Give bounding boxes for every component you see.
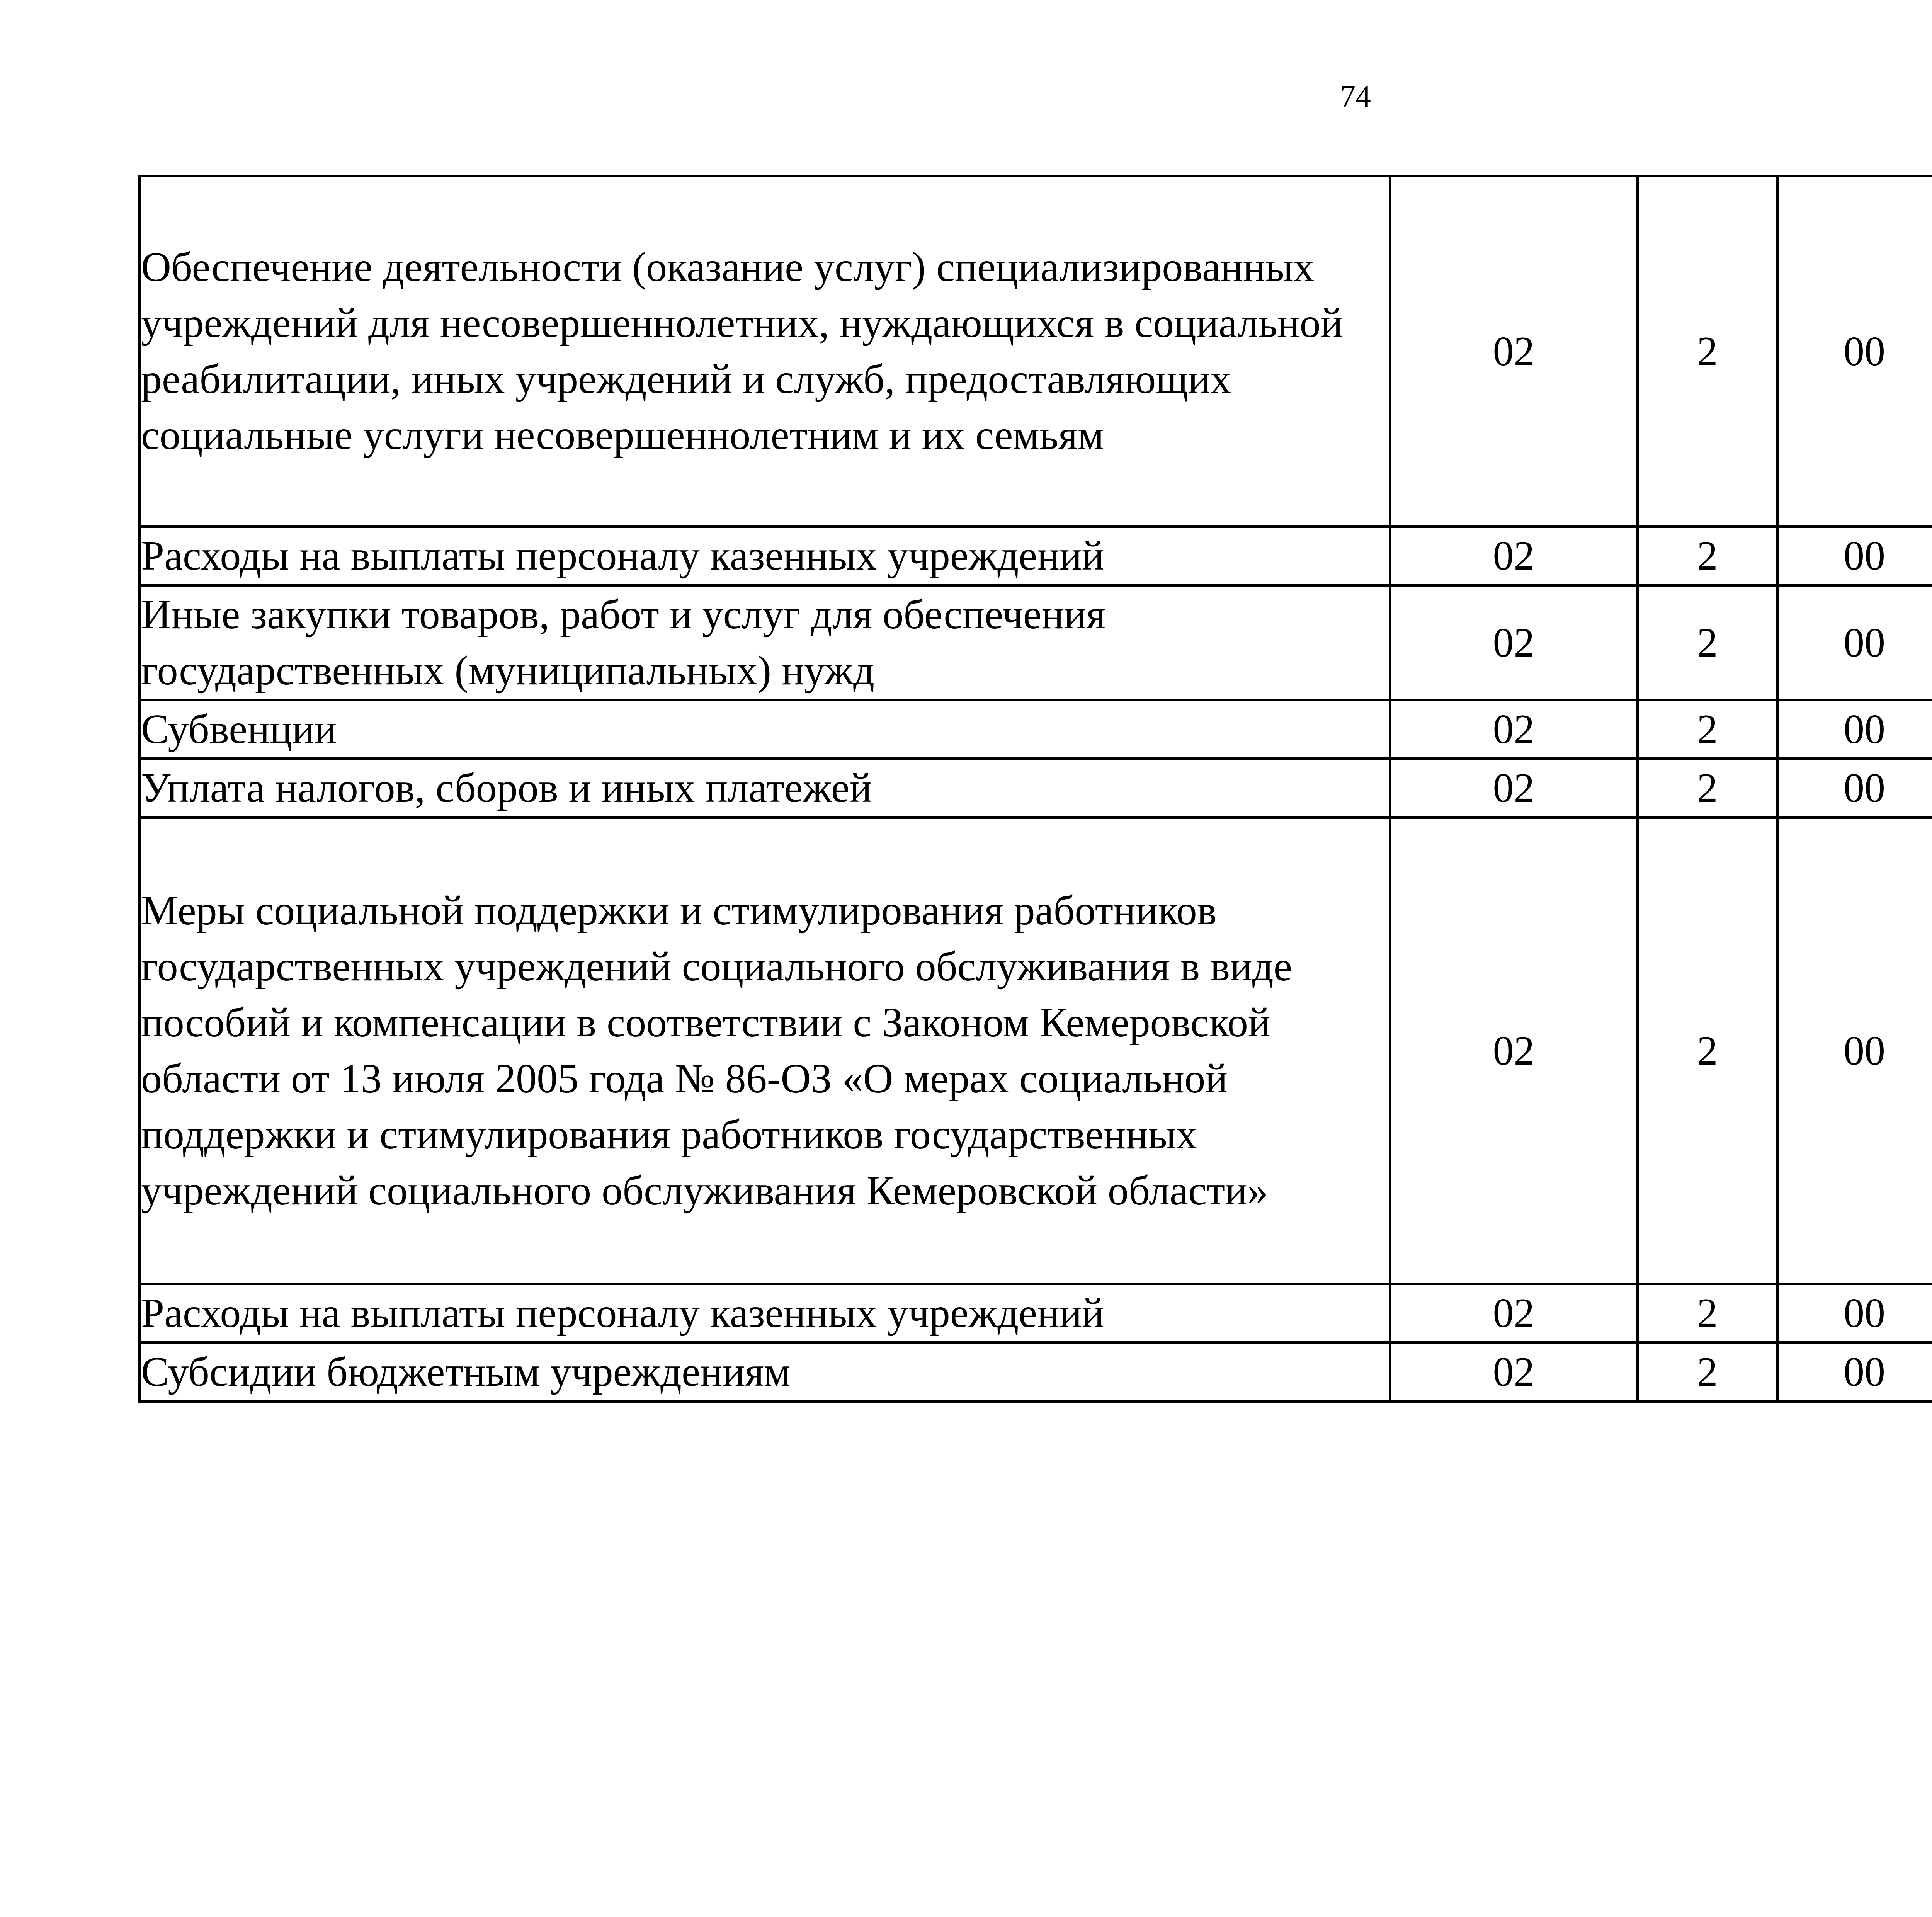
- cell-section: 02: [1390, 700, 1638, 759]
- cell-event: 00: [1777, 527, 1932, 585]
- table-row: [140, 1343, 1932, 1402]
- cell-section: 02: [1390, 759, 1638, 818]
- page-number: 74: [1340, 80, 1371, 114]
- row-name: Уплата налогов, сборов и иных платежей: [140, 759, 1390, 818]
- cell-section: 02: [1390, 1343, 1638, 1402]
- row-name: Субвенции: [140, 700, 1390, 759]
- cell-subprogram: 2: [1638, 527, 1777, 585]
- cell-section: 02: [1390, 176, 1638, 527]
- cell-event: 00: [1777, 700, 1932, 759]
- table-row: [140, 1284, 1932, 1343]
- table-row: [140, 527, 1932, 585]
- cell-event: 00: [1777, 759, 1932, 818]
- cell-subprogram: 2: [1638, 1284, 1777, 1343]
- row-name: Расходы на выплаты персоналу казенных учреждений: [140, 1284, 1390, 1343]
- cell-event: 00: [1777, 818, 1932, 1284]
- table-row: [140, 585, 1932, 700]
- cell-section: 02: [1390, 818, 1638, 1284]
- table-row: [140, 818, 1932, 1284]
- table-row: [140, 759, 1932, 818]
- table-row: [140, 176, 1932, 527]
- cell-event: 00: [1777, 1284, 1932, 1343]
- cell-subprogram: 2: [1638, 700, 1777, 759]
- cell-event: 00: [1777, 1343, 1932, 1402]
- cell-section: 02: [1390, 1284, 1638, 1343]
- row-name: Расходы на выплаты персоналу казенных учреждений: [140, 527, 1390, 585]
- cell-subprogram: 2: [1638, 585, 1777, 700]
- row-name: Иные закупки товаров, работ и услуг для обеспечения государственных (муниципальных) нужд: [140, 585, 1390, 700]
- row-name: Обеспечение деятельности (оказание услуг) специализированных учреждений для несовершеннолетних, нуждающихся в социальной реабилитации, иных учреждений и служб, предоставляющих социальные услуги несовершеннолетним и их семьям: [140, 176, 1390, 527]
- table-row: [140, 700, 1932, 759]
- cell-subprogram: 2: [1638, 818, 1777, 1284]
- cell-section: 02: [1390, 585, 1638, 700]
- cell-subprogram: 2: [1638, 176, 1777, 527]
- cell-event: 00: [1777, 176, 1932, 527]
- cell-subprogram: 2: [1638, 759, 1777, 818]
- row-name: Меры социальной поддержки и стимулирования работников государственных учреждений социального обслуживания в виде пособий и компенсации в соответствии с Законом Кемеровской области от 13 июля 2005 года № 86-ОЗ «О мерах социальной поддержки и стимулирования работников государственных учреждений социального обслуживания Кемеровской области»: [140, 818, 1390, 1284]
- budget-table: [138, 175, 1932, 1403]
- cell-section: 02: [1390, 527, 1638, 585]
- row-name: Субсидии бюджетным учреждениям: [140, 1343, 1390, 1402]
- cell-subprogram: 2: [1638, 1343, 1777, 1402]
- cell-event: 00: [1777, 585, 1932, 700]
